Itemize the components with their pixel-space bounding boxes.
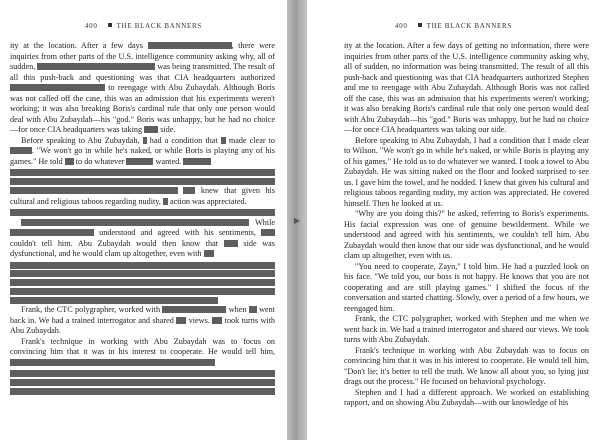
redaction-bar — [204, 250, 214, 257]
redaction-bar — [144, 126, 158, 133]
redaction-bar — [65, 158, 74, 165]
redaction-bar — [21, 219, 249, 226]
unredacted-body — [344, 41, 589, 409]
redaction-bar — [126, 158, 153, 165]
running-header — [307, 22, 600, 30]
page-number: 400 — [394, 22, 408, 30]
paragraph: "Why are you doing this?" he asked, referring to Boris's experiments. His facial expression was one of genuine bewilderment. While we understood and agreed with his sentiments, we couldn't tell him. Abu Zubaydah would then know that our side was dysfunctional, and he would clam up altogether, even with us. — [344, 209, 589, 260]
redaction-bar — [37, 63, 155, 70]
redaction-line — [10, 379, 275, 386]
square-separator-icon — [108, 23, 112, 27]
redaction-line — [10, 388, 275, 395]
chevron-right-icon[interactable]: ▶ — [293, 216, 301, 225]
redaction-line — [10, 370, 275, 377]
running-header — [0, 22, 287, 30]
running-head: THE BLACK BANNERS — [426, 22, 512, 30]
redaction-bar — [176, 317, 186, 324]
redaction-bar — [183, 158, 211, 165]
redaction-bar — [10, 229, 94, 236]
redaction-bar — [221, 137, 226, 144]
redaction-bar — [10, 84, 105, 91]
paragraph: Frank's technique in working with Abu Zubaydah was to focus on convincing him that it was in his interest to cooperate. He would tell him, — [10, 337, 275, 395]
paragraph: "You need to cooperate, Zayn," I told him. He had a puzzled look on his face. "We told you, our boss is not happy. He knows that you are not cooperating and are still playing games." I shifted the focus of the conversation and started chatting. Slowly, over a period of a few hours, we reengaged him. — [344, 261, 589, 313]
redaction-bar — [10, 147, 32, 154]
redaction-bar — [10, 187, 178, 194]
redaction-bar — [143, 137, 147, 144]
redaction-bar — [261, 229, 275, 236]
page-number: 400 — [84, 22, 98, 30]
paragraph: Stephen and I had a different approach. We worked on establishing rapport, and on showing Abu Zubaydah—with our knowledge of his — [344, 387, 589, 407]
redaction-bar — [162, 306, 226, 313]
square-separator-icon — [418, 23, 422, 27]
redaction-bar — [10, 359, 215, 366]
paragraph: Before speaking to Abu Zubaydah, had a condition that made clear to . "We won't go in while he's naked, or while Boris is playing any of his games." He told to do whatever wanted. knew that given his cultural and religious taboos regarding nudity, action was appreciated. — [10, 136, 275, 217]
redaction-bar — [163, 198, 168, 205]
redaction-line — [10, 288, 275, 295]
paragraph: Before speaking to Abu Zubaydah, I had a condition that I made clear to Wilson. "We won't go in while he's naked, or while Boris is playing any of his games." He told us to do whatever we wanted. I took a towel to Abu Zubaydah. He was sitting naked on the floor and looked surprised to see us. I gave him the towel, and he nodded. I knew that given his cultural and religious taboos regarding nudity, my action was appreciated. He covered himself. Then he looked at us. — [344, 135, 589, 208]
redaction-bar — [148, 42, 232, 49]
redaction-bar — [183, 187, 195, 194]
paragraph: While understood and agreed with his sentiments, couldn't tell him. Abu Zubaydah would then know that side was dysfunctional, and he would clam up altogether, even with — [10, 218, 275, 304]
redaction-line — [10, 270, 275, 277]
redacted-body — [10, 41, 275, 396]
redaction-line — [10, 279, 275, 286]
redaction-line — [10, 297, 218, 304]
paragraph: ity at the location. After a few days , there were inquiries from other parts of the U.S. intelligence community asking why, all of sudden, was being transmitted. The result of all this push-back and questioning was that CIA headquarters authorized to reengage with Abu Zubaydah. Although Boris was not called off the case, this was an admission that his experiments weren't working; it was also breaking Boris's cardinal rule that only one person would deal with Abu Zubaydah—his "god." Boris was unhappy, but he had no choice—for once CIA headquarters was taking side. — [10, 41, 276, 134]
paragraph: Frank, the CTC polygrapher, worked with when went back in. We had a trained interrogator and shared views. took turns with Abu Zubaydah. — [10, 305, 276, 336]
running-head: THE BLACK BANNERS — [116, 22, 202, 30]
redaction-bar — [249, 306, 257, 313]
redaction-line — [10, 262, 275, 269]
left-page-redacted — [0, 0, 287, 440]
redaction-line — [10, 209, 275, 216]
paragraph: Frank, the CTC polygrapher, worked with Stephen and me when we went back in. We had a trained interrogator and shared our views. We took turns with Abu Zubaydah. — [344, 314, 589, 344]
paragraph: ity at the location. After a few days of getting no information, there were inquiries from other parts of the U.S. intelligence community asking why, all of sudden, no information was being transmitted. The result of all this push-back and questioning was that CIA headquarters authorized Stephen and me to reengage with Abu Zubaydah. Although Boris was not called off the case, this was an admission that his experiments weren't working; it was also breaking Boris's cardinal rule that only one person would deal with Abu Zubaydah—his "god." Boris was unhappy, but he had no choice—for once CIA headquarters was taking our side. — [344, 41, 589, 134]
redaction-bar — [224, 240, 238, 247]
redaction-line — [10, 169, 275, 176]
redaction-line — [10, 178, 275, 185]
right-page-unredacted — [307, 0, 600, 440]
paragraph: Frank's technique in working with Abu Zubaydah was to focus on convincing him that it was in his interest to cooperate. He would tell him, "Don't lie; it's better to tell the truth. We know all about you, so lying just drags out the process." He focused on behavioral psychology. — [344, 345, 589, 386]
redaction-bar — [212, 317, 222, 324]
